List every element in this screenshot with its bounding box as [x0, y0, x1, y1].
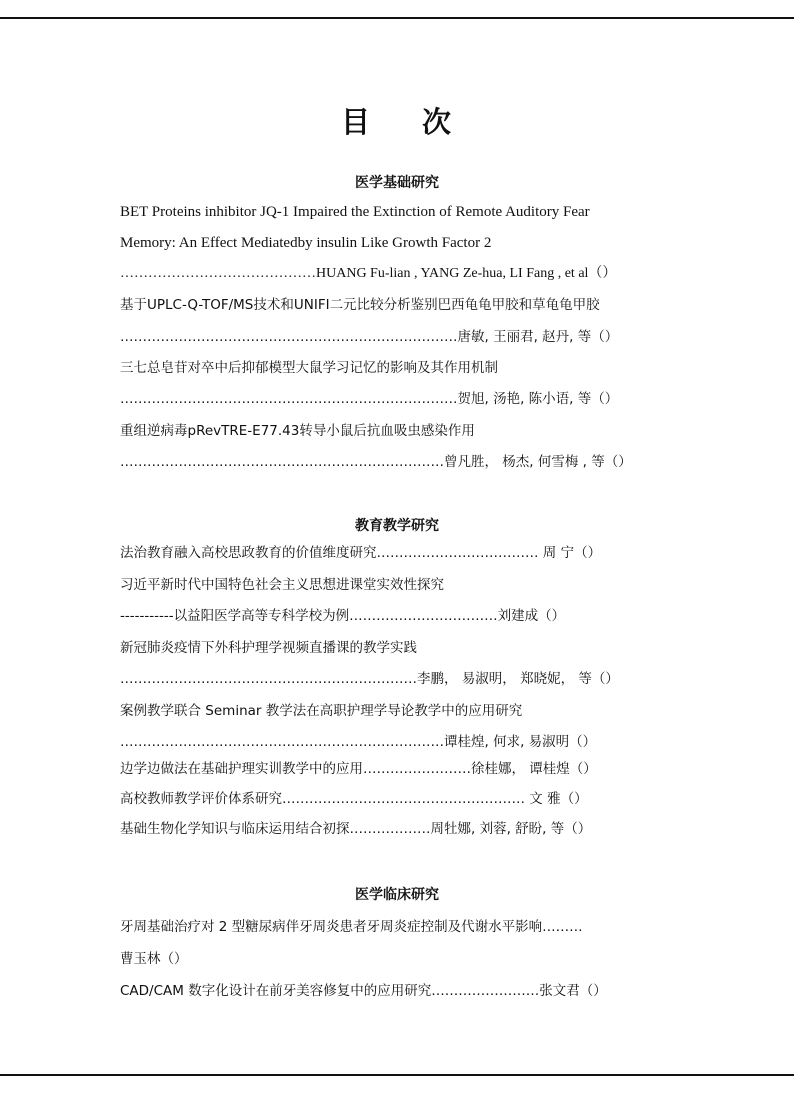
page-title	[0, 100, 794, 141]
section-heading-basic-medicine: 医学基础研究	[355, 175, 439, 191]
toc-entry[interactable]: 曹玉林（）	[120, 951, 188, 967]
top-rule	[0, 17, 794, 19]
toc-entry[interactable]: 三七总皂苷对卒中后抑郁模型大鼠学习记忆的影响及其作用机制	[120, 360, 498, 376]
toc-entry[interactable]: 基础生物化学知识与临床运用结合初探………………周牡娜, 刘蓉, 舒盼, 等（）	[120, 821, 592, 837]
section-heading-education: 教育教学研究	[355, 518, 439, 534]
toc-entry[interactable]: 基于UPLC-Q-TOF/MS技术和UNIFI二元比较分析鉴别巴西龟龟甲胶和草龟龟甲胶	[120, 297, 600, 313]
toc-entry[interactable]: …………………………………………………………李鹏， 易淑明， 郑晓妮， 等（）	[120, 671, 619, 687]
toc-entry[interactable]: ………………………………………………………………谭桂煌, 何求, 易淑明（）	[120, 734, 597, 750]
toc-entry[interactable]: CAD/CAM 数字化设计在前牙美容修复中的应用研究……………………张文君（）	[120, 983, 607, 999]
section-heading-clinical: 医学临床研究	[355, 887, 439, 903]
toc-entry[interactable]: …………………………………………………………………贺旭, 汤艳, 陈小语, 等（）	[120, 391, 619, 407]
toc-entry[interactable]: 法治教育融入高校思政教育的价值维度研究……………………………… 周 宁（）	[120, 545, 602, 561]
toc-entry[interactable]: 边学边做法在基础护理实训教学中的应用……………………徐桂娜， 谭桂煌（）	[120, 761, 597, 777]
toc-entry[interactable]: ………………………………………………………………曾凡胜， 杨杰, 何雪梅 , 等（）	[120, 454, 632, 470]
toc-entry[interactable]: 习近平新时代中国特色社会主义思想进课堂实效性探究	[120, 577, 444, 593]
toc-entry[interactable]: -----------以益阳医学高等专科学校为例……………………………刘建成（）	[120, 608, 566, 624]
toc-entry[interactable]: Memory: An Effect Mediatedby insulin Like Growth Factor 2	[120, 235, 492, 251]
toc-entry[interactable]: 牙周基础治疗对 2 型糖尿病伴牙周炎患者牙周炎症控制及代谢水平影响………	[120, 919, 583, 935]
toc-entry[interactable]: ……………………………………HUANG Fu-lian , YANG Ze-hua, LI Fang , et al（）	[120, 266, 617, 281]
toc-entry[interactable]: 重组逆病毒pRevTRE-E77.43转导小鼠后抗血吸虫感染作用	[120, 423, 475, 439]
toc-entry[interactable]: 高校教师教学评价体系研究……………………………………………… 文 雅（）	[120, 791, 588, 807]
toc-entry[interactable]: BET Proteins inhibitor JQ-1 Impaired the Extinction of Remote Auditory Fear	[120, 204, 590, 220]
toc-entry[interactable]: …………………………………………………………………唐敏, 王丽君, 赵丹, 等（）	[120, 329, 619, 345]
title-char-left: 目	[340, 105, 372, 139]
bottom-rule	[0, 1074, 794, 1076]
toc-entry[interactable]: 案例教学联合 Seminar 教学法在高职护理学导论教学中的应用研究	[120, 703, 523, 719]
title-char-right: 次	[422, 105, 454, 139]
toc-entry[interactable]: 新冠肺炎疫情下外科护理学视频直播课的教学实践	[120, 640, 417, 656]
